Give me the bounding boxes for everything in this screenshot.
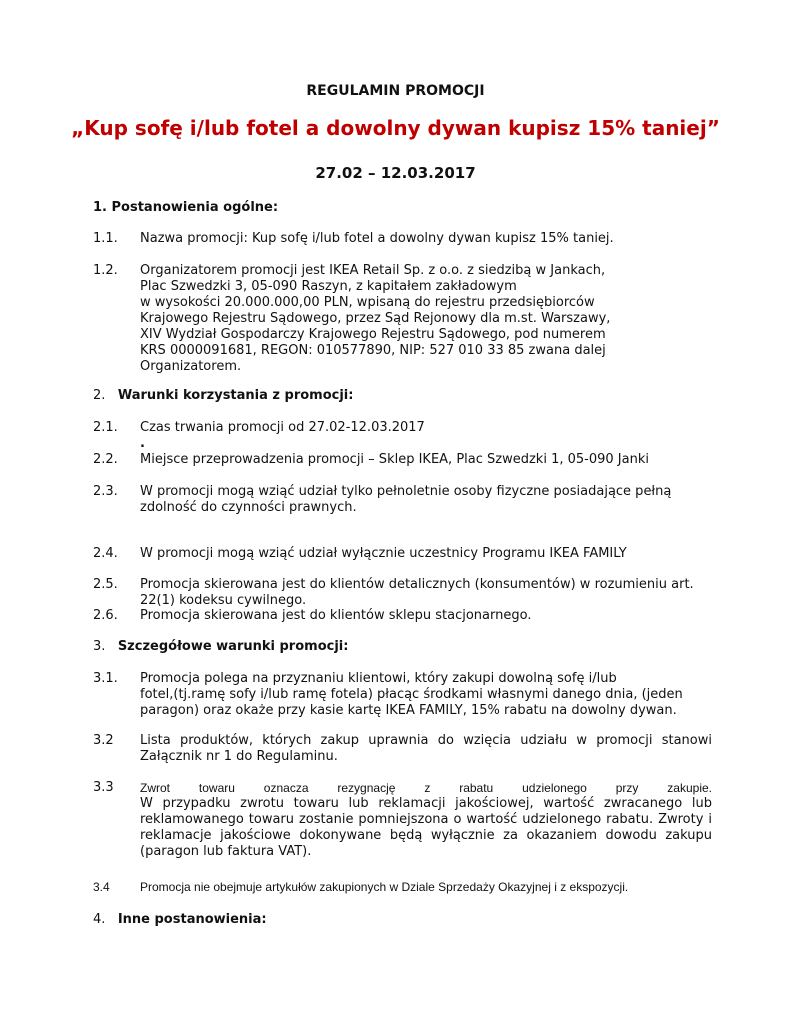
document-page: REGULAMIN PROMOCJI „Kup sofę i/lub fotel a dowolny dywan kupisz 15% taniej” 27.02 – 12.03.2017 1. Postanowienia ogólne: 1.1. Nazwa promocji: Kup sofę i/lub fotel a dowolny dywan kupisz 15% taniej. 1.2. Organizatorem promocji jest IKEA Retail Sp. z o.o. z siedzibą w Jankach, Plac Szwedzki 3, 05-090 Raszyn, z kapitałem zakładowym w wysokości 20.000.000,00 PLN, wpisaną do rejestru przedsiębiorców Krajowego Rejestru Sądowego, przez Sąd Rejonowy dla m.st. Warszawy, XIV Wydział Gospodarczy Krajowego Rejestru Sądowego, pod numerem KRS 0000091681, REGON: 010577890, NIP: 527 010 33 85 zwana dalej Organizatorem. 2. Warunki korzystania z promocji: 2.1. Czas trwania promocji od 27.02-12.03.2017 . 2.2. Miejsce przeprowadzenia promocji – Sklep IKEA, Plac Szwedzki 1, 05-090 Janki 2.3. W promocji mogą wziąć udział tylko pełnoletnie osoby fizyczne posiadające pełną zdolność do czynności prawnych. 2.4. W promocji mogą wziąć udział wyłącznie uczestnicy Programu IKEA FAMILY 2.5. Promocja skierowana jest do klientów detalicznych (konsumentów) w rozumieniu art. 22(1) kodeksu cywilnego. 2.6. Promocja skierowana jest do klientów sklepu stacjonarnego. 3. Szczegółowe warunki promocji: 3.1. Promocja polega na przyznaniu klientowi, który zakupi dowolną sofę i/lub fotel,(tj.ramę sofy i/lub ramę fotela) płacąc środkami własnymi danego dnia, (jeden paragon) oraz okaże przy kasie kartę IKEA FAMILY, 15% rabatu na dowolny dywan. 3.2 Lista produktów, których zakup uprawnia do wzięcia udziału w promocji stanowi Załącznik nr 1 do Regulaminu. 3.3 Zwrot towaru oznacza rezygnację z rabatu udzielonego przy zakupie. W przypadku zwrotu towaru lub reklamacji jakościowej, wartość zwracanego lub reklamowanego towaru zostanie pomniejszona o wartość udzielonego rabatu. Zwroty i reklamacje jakościowe dokonywane będą wyłącznie za okazaniem dowodu zakupu (paragon lub faktura VAT). 3.4 Promocja nie obejmuje artykułów zakupionych w Dziale Sprzedaży Okazyjnej i z ekspozycji. 4. Inne postanowienia: (0, 0, 791, 1024)
section-3-heading: 3. Szczegółowe warunki promocji: (93, 639, 349, 654)
section-1-heading: 1. Postanowienia ogólne: (93, 200, 279, 215)
promotion-dates: 27.02 – 12.03.2017 (315, 164, 476, 182)
section-2-heading: 2. Warunki korzystania z promocji: (93, 388, 354, 403)
document-title: REGULAMIN PROMOCJI (306, 83, 485, 99)
promotion-name: „Kup sofę i/lub fotel a dowolny dywan kupisz 15% taniej” (71, 116, 720, 140)
section-4-heading: 4. Inne postanowienia: (93, 912, 267, 927)
